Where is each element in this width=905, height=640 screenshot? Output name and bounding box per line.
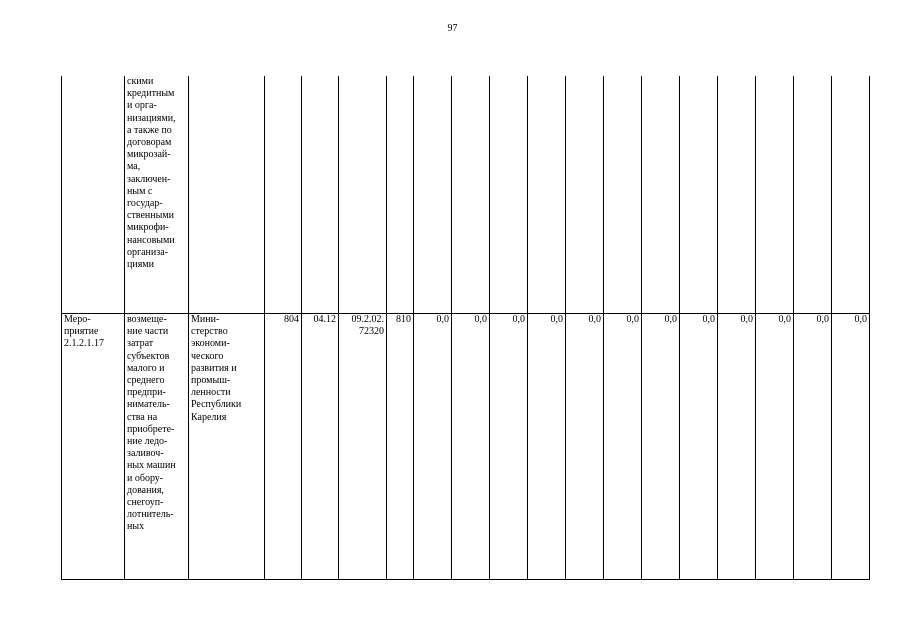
value-cell [718,76,756,314]
executor-cell [189,76,265,314]
vr-cell: 810 [387,314,414,580]
table-row [62,76,870,314]
measure-cell: Меро- приятие 2.1.2.1.17 [62,314,125,580]
value-cell [680,76,718,314]
value-cell: 0,0 [604,314,642,580]
value-cell: 0,0 [528,314,566,580]
value-cell: 0,0 [794,314,832,580]
value-cell: 0,0 [680,314,718,580]
page-number: 97 [447,23,458,34]
value-cell [566,76,604,314]
value-cell: 0,0 [832,314,870,580]
value-cell [604,76,642,314]
executor-cell: Мини- стерство экономи- ческого развития и промыш- ленности Республики Карелия [189,314,265,580]
value-cell: 0,0 [452,314,490,580]
value-cell: 0,0 [642,314,680,580]
value-cell [528,76,566,314]
value-cell: 0,0 [490,314,528,580]
value-cell [794,76,832,314]
description-cell: скими кредитным и орга- низациями, а также по договорам микрозай- ма, заключен- ным с государ- ственными микрофи- нансовыми организа- циями [125,76,189,314]
value-cell [452,76,490,314]
csr-cell: 09.2.02. 72320 [339,314,387,580]
value-cell: 0,0 [414,314,452,580]
value-cell [414,76,452,314]
value-cell [832,76,870,314]
value-cell: 0,0 [718,314,756,580]
grbs-cell [265,76,302,314]
measure-cell [62,76,125,314]
grbs-cell: 804 [265,314,302,580]
csr-cell [339,76,387,314]
value-cell: 0,0 [566,314,604,580]
value-cell [490,76,528,314]
value-cell [756,76,794,314]
rz-pr-cell [302,76,339,314]
budget-table [61,76,870,580]
vr-cell [387,76,414,314]
rz-pr-cell: 04.12 [302,314,339,580]
value-cell: 0,0 [756,314,794,580]
description-cell: возмеще- ние части затрат субъектов малого и среднего предпри- ниматель- ства на приобрете- ние ледо- заливоч- ных машин и обору- дования, снегоуп- лотнитель- ных [125,314,189,580]
value-cell [642,76,680,314]
table-row [62,314,870,580]
